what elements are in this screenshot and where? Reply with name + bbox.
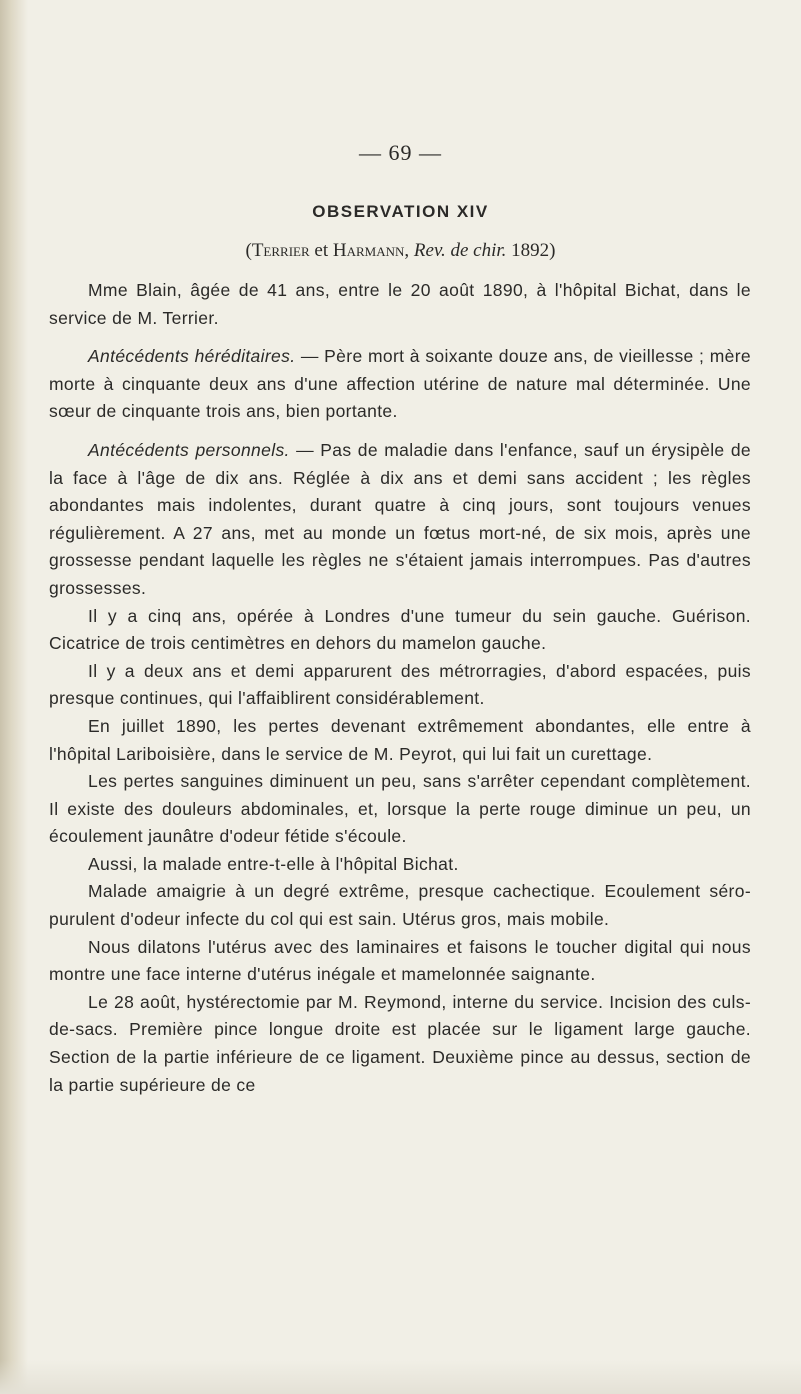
citation-year: 1892)	[506, 240, 556, 261]
citation-open: (	[245, 240, 252, 261]
citation-author-2: Harmann	[332, 240, 405, 261]
paragraph-9: Malade amaigrie à un degré extrême, presque cachectique. Ecoulement séro-purulent d'odeur infecte du col qui est sain. Utérus gros, mais mobile.	[49, 881, 751, 930]
page-bottom-edge	[0, 1360, 801, 1394]
paragraph-8: Aussi, la malade entre-t-elle à l'hôpital Bichat.	[88, 853, 459, 874]
paragraph-11: Le 28 août, hystérectomie par M. Reymond, interne du service. Incision des culs-de-sacs. Première pince longue droite est placée sur le ligament large gauche. Section de la partie inférieure de ce ligament. Deuxième pince au dessus, section de la partie supérieure de ce	[49, 991, 751, 1095]
hereditary-text: — Père mort à soixante douze ans, de vieillesse ; mère morte à cinquante deux ans d'une affection utérine de nature mal déterminée. Une sœur de cinquante trois ans, bien portante.	[49, 346, 751, 422]
paragraph-intro: Mme Blain, âgée de 41 ans, entre le 20 août 1890, à l'hôpital Bichat, dans le service de M. Terrier.	[49, 280, 751, 328]
observation-title: OBSERVATION XIV	[312, 202, 489, 221]
citation-journal: Rev. de chir.	[413, 240, 507, 261]
personal-label: Antécédents personnels.	[88, 439, 290, 460]
body-text	[49, 277, 751, 1099]
citation-author-1: Terrier	[251, 240, 310, 261]
citation-conjunction: et	[309, 240, 333, 261]
paragraph-6: En juillet 1890, les pertes devenant extrêmement abondantes, elle entre à l'hôpital Lariboisière, dans le service de M. Peyrot, qui lui fait un curettage.	[49, 715, 751, 764]
citation-separator: ,	[404, 240, 414, 261]
page-number: — 69 —	[359, 140, 442, 165]
personal-text: — Pas de maladie dans l'enfance, sauf un érysipèle de la face à l'âge de dix ans. Réglée à dix ans et demi sans accident ; les règles abondantes mais indolentes, durant quatre à cinq jours, sont toujours venues régulièrement. A 27 ans, met au monde un fœtus mort-né, de six mois, après une grossesse pendant laquelle les règles ne s'étaient jamais interrompues. Pas d'autres grossesses.	[49, 439, 751, 598]
hereditary-label: Antécédents héréditaires.	[88, 346, 296, 367]
paragraph-4: Il y a cinq ans, opérée à Londres d'une tumeur du sein gauche. Guérison. Cicatrice de trois centimètres en dehors du mamelon gauche.	[49, 605, 751, 654]
paragraph-7: Les pertes sanguines diminuent un peu, sans s'arrêter cependant complètement. Il existe des douleurs abdominales, et, lorsque la perte rouge diminue un peu, un écoulement jaunâtre d'odeur fétide s'écoule.	[49, 771, 751, 847]
paragraph-personal	[49, 437, 751, 603]
paragraph-10: Nous dilatons l'utérus avec des laminaires et faisons le toucher digital qui nous montre une face interne d'utérus inégale et mamelonnée saignante.	[49, 936, 751, 985]
paragraph-hereditary	[49, 343, 751, 426]
citation	[0, 240, 801, 262]
paragraph-5: Il y a deux ans et demi apparurent des métrorragies, d'abord espacées, puis presque continues, qui l'affaiblirent considérablement.	[49, 660, 751, 709]
